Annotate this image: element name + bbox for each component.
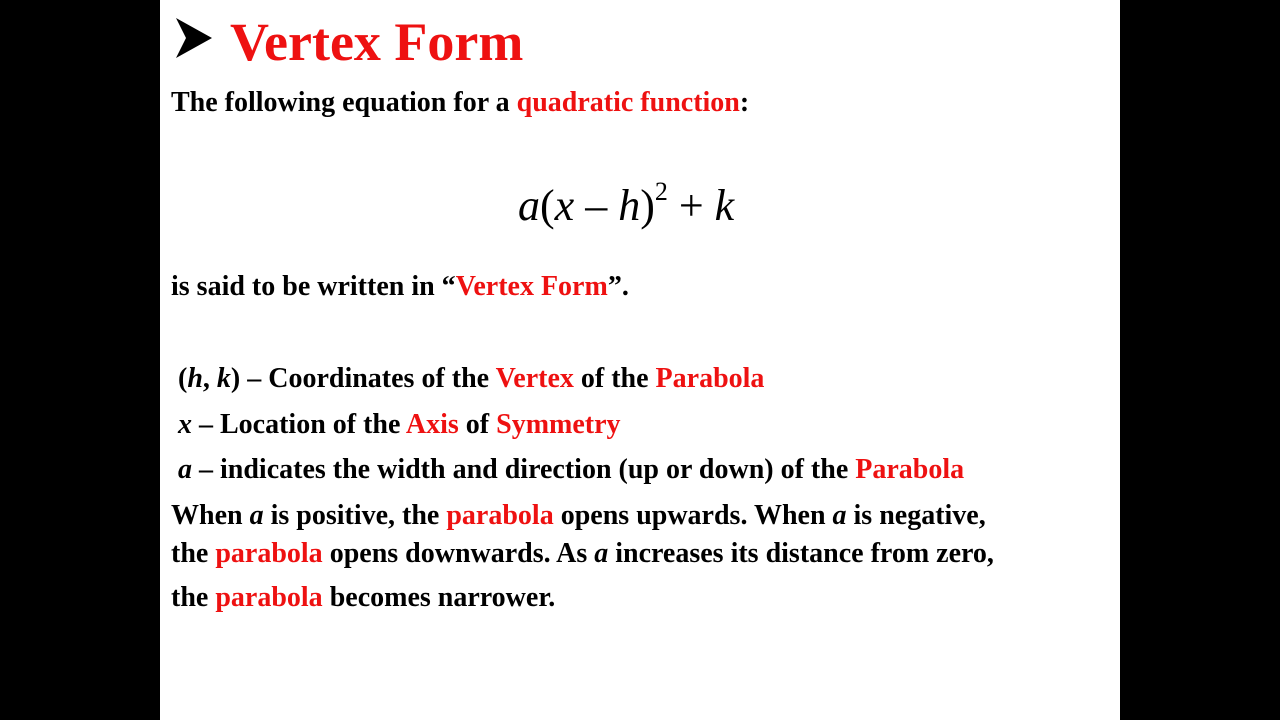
intro-text: The following equation for a: [171, 87, 517, 118]
l3-term-parabola: Parabola: [855, 454, 965, 485]
said-term: Vertex Form: [455, 271, 608, 302]
l1-term-parabola: Parabola: [655, 363, 765, 394]
paragraph-line-3: [171, 581, 555, 615]
formula-close-paren: ): [640, 181, 655, 230]
p2-b: opens downwards. As: [322, 538, 595, 569]
definition-axis: [178, 408, 621, 442]
slide: [160, 0, 1120, 720]
p2-a: the: [171, 538, 216, 569]
vertex-form-equation: [518, 178, 734, 240]
p1-var2: a: [832, 500, 847, 531]
l1-text2: of the: [573, 363, 656, 394]
p3-a: the: [171, 582, 216, 613]
l3-a: a: [178, 454, 192, 485]
slide-title: Vertex Form: [230, 12, 524, 72]
l2-term-symmetry: Symmetry: [496, 409, 621, 440]
formula-plus: +: [667, 181, 715, 230]
paragraph-line-2: [171, 537, 994, 571]
p2-var: a: [594, 538, 609, 569]
said-text: is said to be written in “: [171, 271, 456, 302]
l1-open-paren: (: [178, 363, 188, 394]
l2-term-axis: Axis: [405, 409, 459, 440]
intro-colon: :: [739, 87, 750, 118]
definition-vertex: [178, 362, 764, 396]
l1-text1: – Coordinates of the: [240, 363, 496, 394]
p3-term: parabola: [215, 582, 323, 613]
p1-var: a: [249, 500, 264, 531]
formula-x: x: [554, 181, 575, 230]
formula-exponent: 2: [654, 177, 668, 206]
arrowhead-bullet-icon: [174, 16, 214, 60]
l1-h: h: [187, 363, 203, 394]
intro-term: quadratic function: [516, 87, 740, 118]
formula-minus: –: [574, 181, 619, 230]
said-line: [171, 270, 629, 304]
l1-comma: ,: [202, 363, 217, 394]
intro-line: [171, 86, 749, 120]
p1-term: parabola: [446, 500, 554, 531]
formula-k: k: [714, 181, 735, 230]
p1-a: When: [171, 500, 250, 531]
l3-text1: – indicates the width and direction (up or down) of the: [192, 454, 856, 485]
l1-k: k: [216, 363, 231, 394]
p2-c: increases its distance from zero,: [608, 538, 994, 569]
l1-term-vertex: Vertex: [495, 363, 574, 394]
p1-d: is negative,: [846, 500, 986, 531]
formula-a: a: [518, 181, 540, 230]
paragraph-line-1: [171, 499, 986, 533]
said-end: ”.: [607, 271, 629, 302]
p2-term: parabola: [215, 538, 323, 569]
formula-h: h: [618, 181, 641, 230]
p1-c: opens upwards. When: [553, 500, 833, 531]
l1-close-paren: ): [230, 363, 241, 394]
definition-a: [178, 453, 964, 487]
p3-b: becomes narrower.: [322, 582, 556, 613]
l2-text2: of: [458, 409, 497, 440]
formula-open-paren: (: [540, 181, 555, 230]
l2-text1: – Location of the: [192, 409, 406, 440]
l2-x: x: [178, 409, 192, 440]
p1-b: is positive, the: [263, 500, 447, 531]
